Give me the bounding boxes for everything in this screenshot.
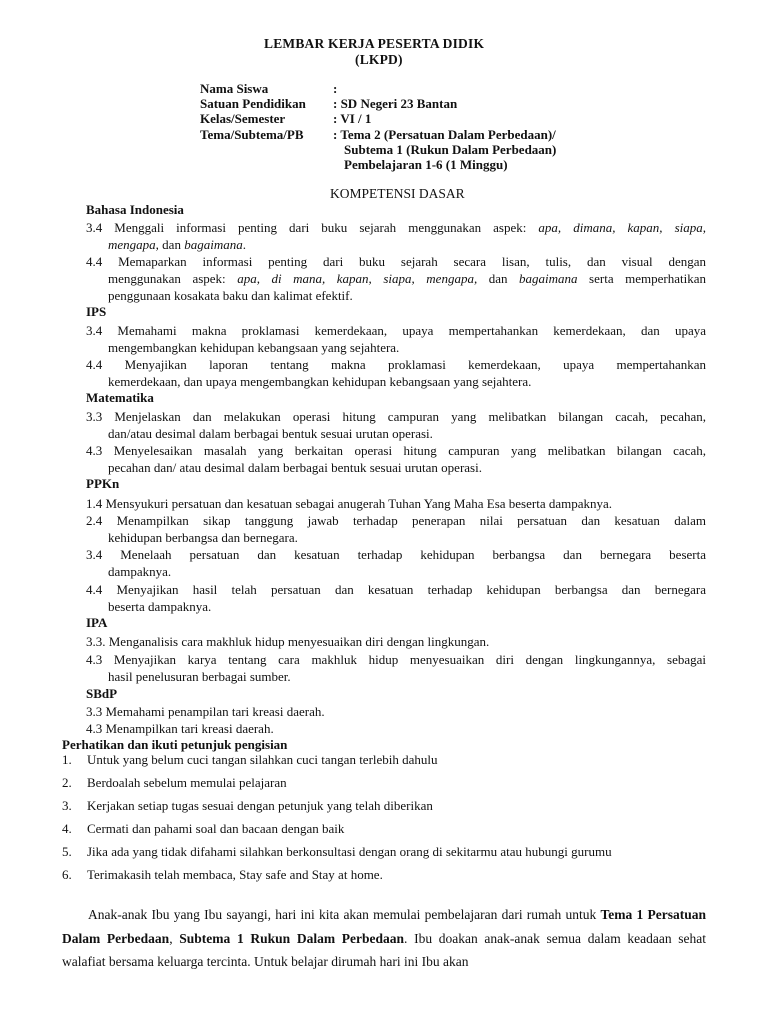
- kd-text: kemerdekaan, dan upaya mengembangkan kehidupan kebangsaan yang sejahtera.: [108, 374, 532, 389]
- kd-mat-4-3: [86, 442, 706, 476]
- kd-text: 3.3 Menjelaskan dan melakukan operasi hitung campuran yang melibatkan bilangan cacah, pecahan,: [86, 409, 706, 424]
- kd-text: 1.4 Mensyukuri persatuan dan kesatuan sebagai anugerah Tuhan Yang Maha Esa beserta dampaknya.: [86, 496, 613, 511]
- paragraph-text: . Ibu doakan anak-anak semua dalam keadaan sehat walafiat bersama keluarga tercinta. Untuk belajar dirumah hari ini Ibu akan: [62, 930, 707, 969]
- kd-text: 4.4 Memaparkan informasi penting dari buku sejarah secara lisan, tulis, dan visual dengan: [86, 254, 706, 269]
- kd-text: 3.3. Menganalisis cara makhluk hidup menyesuaikan diri dengan lingkungan.: [86, 634, 490, 649]
- paragraph-bold: Subtema 1 Rukun Dalam Perbedaan: [179, 930, 405, 946]
- subject-ipa: IPA: [86, 615, 108, 630]
- identity-value-kelas: : VI / 1: [333, 111, 372, 126]
- instruction-text: Terimakasih telah membaca, Stay safe and Stay at home.: [87, 867, 383, 882]
- subject-ips: IPS: [86, 304, 107, 319]
- kd-text: serta memperhatikan: [577, 271, 706, 286]
- instruction-item: [62, 798, 433, 814]
- identity-label-kelas: Kelas/Semester: [200, 111, 286, 126]
- kd-text: 4.3 Menyelesaikan masalah yang berkaitan operasi hitung campuran yang melibatkan bilangan cacah,: [86, 443, 706, 458]
- subject-matematika: Matematika: [86, 390, 154, 405]
- instruction-number: 2.: [62, 775, 72, 790]
- kd-text: 4.3 Menampilkan tari kreasi daerah.: [86, 721, 274, 736]
- doc-title: LEMBAR KERJA PESERTA DIDIK: [264, 36, 485, 51]
- kd-text: .: [242, 237, 246, 252]
- instruction-number: 4.: [62, 821, 72, 836]
- kd-text-italic: bagaimana: [184, 237, 243, 252]
- kd-text: kehidupan berbangsa dan bernegara.: [108, 530, 298, 545]
- paragraph-text: Anak-anak Ibu yang Ibu sayangi, hari ini kita akan memulai pembelajaran dari rumah untuk: [88, 907, 601, 922]
- instruction-item: [62, 752, 438, 768]
- kd-ppkn-3-4: [86, 546, 706, 580]
- doc-subtitle: (LKPD): [355, 52, 403, 67]
- kd-text: mengembangkan kehidupan kebangsaan yang sejahtera.: [108, 340, 400, 355]
- kd-text: pecahan dan/ atau desimal dalam berbagai bentuk sesuai urutan operasi.: [108, 460, 482, 475]
- kd-ppkn-1-4: [86, 495, 706, 512]
- identity-value-subtema: Subtema 1 (Rukun Dalam Perbedaan): [344, 142, 557, 157]
- intro-paragraph: [62, 903, 706, 974]
- kd-text: 3.4 Memahami makna proklamasi kemerdekaan, upaya mempertahankan kemerdekaan, dan upaya: [86, 323, 706, 338]
- kd-text: hasil penelusuran berbagai sumber.: [108, 669, 291, 684]
- instruction-number: 5.: [62, 844, 72, 859]
- instruction-number: 3.: [62, 798, 72, 813]
- kd-ips-3-4: [86, 322, 706, 356]
- instruction-item: [62, 821, 344, 837]
- kd-text: 3.3 Memahami penampilan tari kreasi daerah.: [86, 704, 325, 719]
- kd-text: 3.4 Menelaah persatuan dan kesatuan terhadap kehidupan berbangsa dan bernegara beserta: [86, 547, 706, 562]
- kd-text: beserta dampaknya.: [108, 599, 212, 614]
- kd-mat-3-3: [86, 408, 706, 442]
- instruction-text: Berdoalah sebelum memulai pelajaran: [87, 775, 287, 790]
- instruction-text: Untuk yang belum cuci tangan silahkan cuci tangan terlebih dahulu: [87, 752, 438, 767]
- kd-text-italic: bagaimana: [519, 271, 578, 286]
- kd-ipa-4-3: [86, 651, 706, 685]
- paragraph-text: ,: [169, 930, 180, 946]
- kd-text: 4.4 Menyajikan laporan tentang makna proklamasi kemerdekaan, upaya mempertahankan: [86, 357, 706, 372]
- identity-value-pembelajaran: Pembelajaran 1-6 (1 Minggu): [344, 157, 508, 172]
- kd-sbdp-4-3: [86, 720, 706, 737]
- instruction-item: [62, 867, 383, 883]
- kd-text: penggunaan kosakata baku dan kalimat efektif.: [108, 288, 353, 303]
- identity-value-nama: :: [333, 81, 338, 96]
- kd-text: 3.4 Menggali informasi penting dari buku sejarah menggunakan aspek:: [86, 220, 539, 235]
- identity-label-tema: Tema/Subtema/PB: [200, 127, 304, 142]
- identity-label-nama: Nama Siswa: [200, 81, 269, 96]
- subject-ppkn: PPKn: [86, 476, 120, 491]
- kd-text: 2.4 Menampilkan sikap tanggung jawab terhadap penerapan nilai persatuan dan kesatuan dalam: [86, 513, 706, 528]
- kd-text-italic: apa, di mana, kapan, siapa, mengapa,: [237, 271, 478, 286]
- identity-value-tema: : Tema 2 (Persatuan Dalam Perbedaan)/: [333, 127, 556, 142]
- kd-sbdp-3-3: [86, 703, 706, 720]
- instruction-text: Jika ada yang tidak difahami silahkan berkonsultasi dengan orang di sekitarmu atau hubungi gurumu: [87, 844, 612, 859]
- instruction-text: Cermati dan pahami soal dan bacaan dengan baik: [87, 821, 345, 836]
- kd-text: 4.3 Menyajikan karya tentang cara makhluk hidup menyesuaikan diri dengan lingkungannya, sebagai: [86, 652, 706, 667]
- identity-value-satuan: : SD Negeri 23 Bantan: [333, 96, 458, 111]
- kd-ipa-3-3: [86, 633, 706, 650]
- kd-bi-4-4: [86, 253, 706, 304]
- kd-ppkn-2-4: [86, 512, 706, 546]
- identity-label-satuan: Satuan Pendidikan: [200, 96, 306, 111]
- instruction-item: [62, 844, 612, 860]
- instruction-number: 6.: [62, 867, 72, 882]
- kd-text: 4.4 Menyajikan hasil telah persatuan dan kesatuan terhadap kehidupan berbangsa dan bernegara: [86, 582, 706, 597]
- kd-ips-4-4: [86, 356, 706, 390]
- kd-heading: KOMPETENSI DASAR: [330, 186, 465, 201]
- kd-ppkn-4-4: [86, 581, 706, 615]
- subject-sbdp: SBdP: [86, 686, 118, 701]
- instruction-number: 1.: [62, 752, 72, 767]
- instruction-item: [62, 775, 287, 791]
- instruction-text: Kerjakan setiap tugas sesuai dengan petunjuk yang telah diberikan: [87, 798, 433, 813]
- kd-text: dan/atau desimal dalam berbagai bentuk sesuai urutan operasi.: [108, 426, 433, 441]
- subject-bahasa-indonesia: Bahasa Indonesia: [86, 202, 184, 217]
- paragraph-bold: Tema 1 Persatuan Dalam Perbedaan: [62, 907, 706, 946]
- kd-text: dan: [158, 237, 185, 252]
- kd-bi-3-4: [86, 219, 706, 253]
- kd-text-italic: apa, dimana, kapan, siapa,: [538, 220, 706, 235]
- kd-text: dampaknya.: [108, 564, 172, 579]
- kd-text-italic: mengapa,: [108, 237, 159, 252]
- kd-text: menggunakan aspek:: [108, 271, 238, 286]
- kd-text: dan: [477, 271, 520, 286]
- instructions-heading: Perhatikan dan ikuti petunjuk pengisian: [62, 737, 288, 752]
